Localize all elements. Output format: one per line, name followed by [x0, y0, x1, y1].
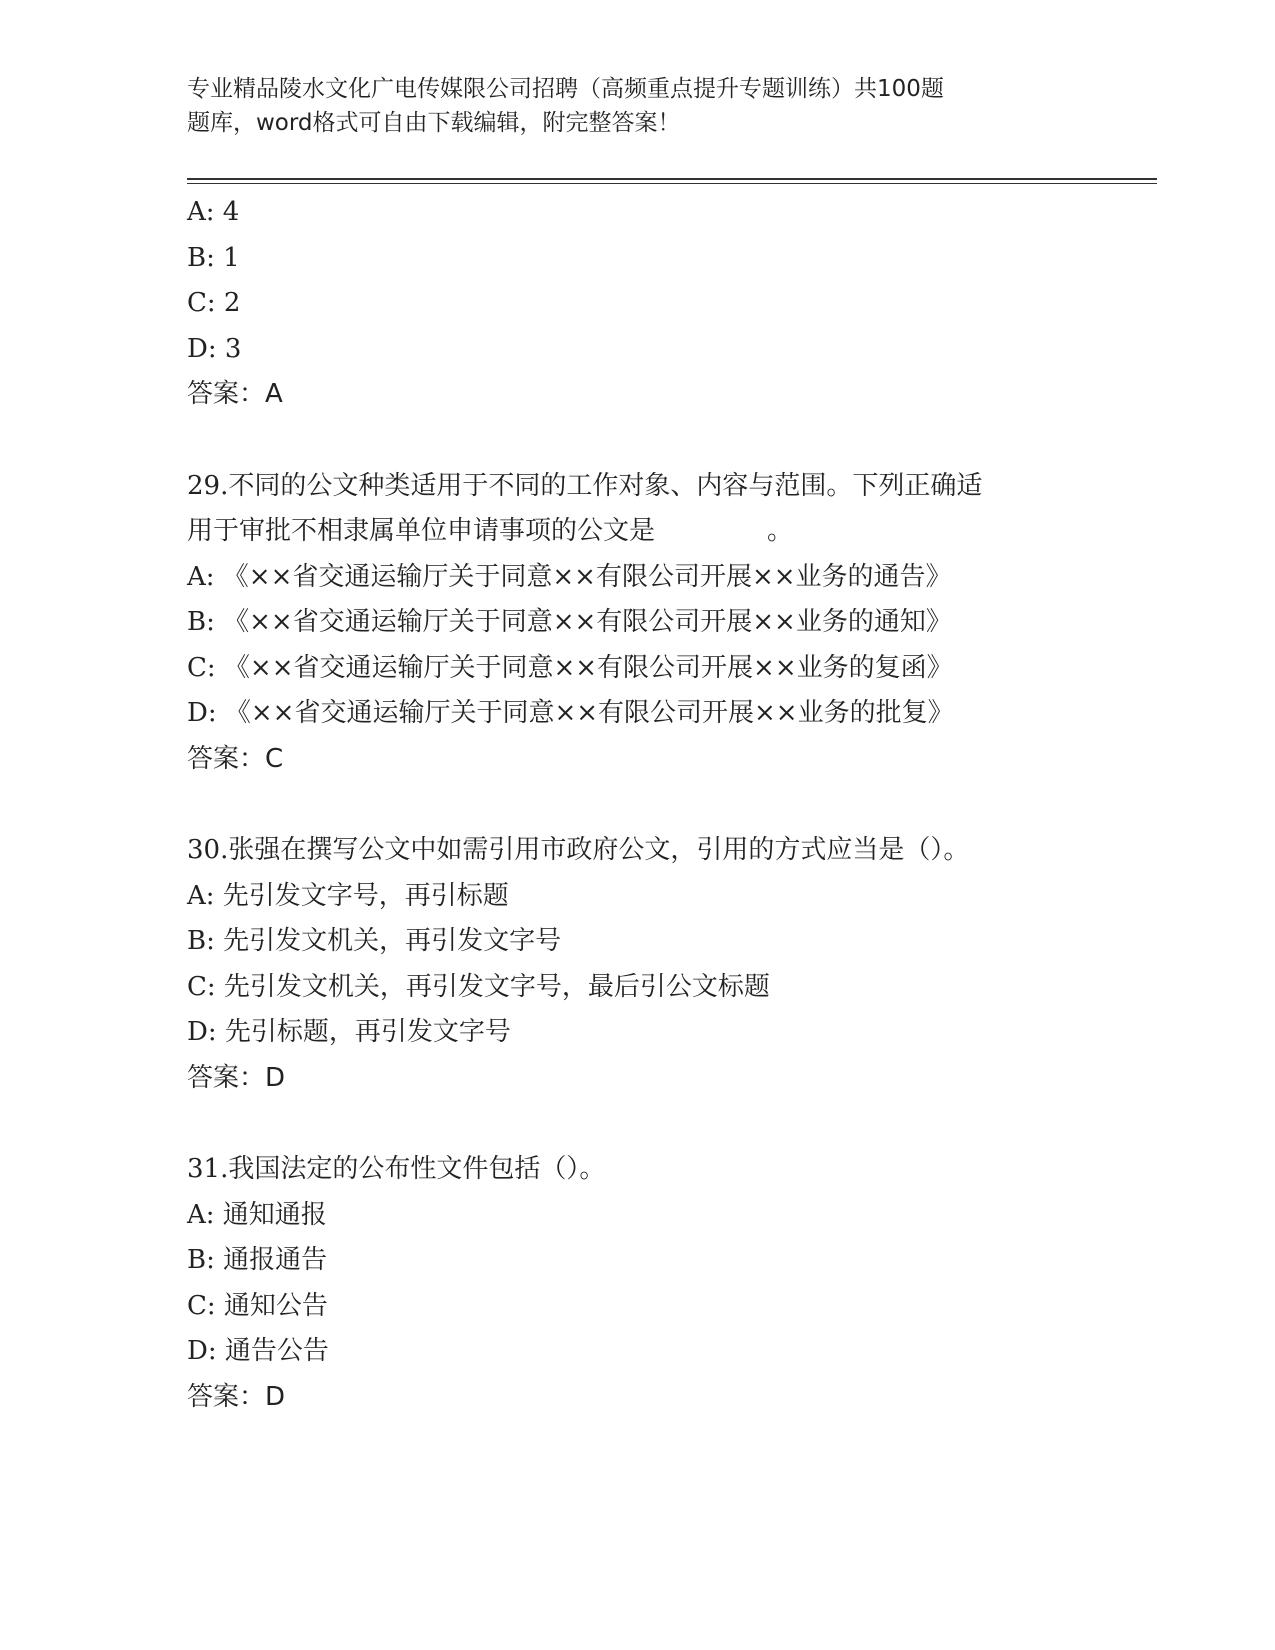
document-header [187, 72, 1047, 140]
header-rule-thin [187, 183, 1157, 184]
option-a: A: 《××省交通运输厅关于同意××有限公司开展××业务的通告》 [187, 561, 952, 592]
option-d: D: 3 [187, 333, 242, 364]
option-a: A: 通知通报 [187, 1199, 327, 1230]
question-stem-line-2 [187, 509, 1087, 555]
option-c: C: 2 [187, 288, 241, 318]
question-29-block [187, 464, 1087, 783]
option-b: B: 通报通告 [187, 1245, 328, 1275]
header-title-line-1: 专业精品陵水文化广电传媒限公司招聘（高频重点提升专题训练）共100题 [187, 76, 944, 102]
answer-line: 答案：D [187, 1381, 286, 1412]
question-stem-text: 用于审批不相隶属单位申请事项的公文是 [187, 516, 656, 546]
question-stem: 30.张强在撰写公文中如需引用市政府公文，引用的方式应当是（）。 [187, 835, 970, 865]
spacer [187, 782, 1087, 828]
option-c: C: 通知公告 [187, 1290, 328, 1321]
spacer [187, 418, 1087, 464]
option-b: B: 《××省交通运输厅关于同意××有限公司开展××业务的通知》 [187, 607, 952, 637]
question-stem-end: 。 [767, 516, 794, 546]
question-stem: 31.我国法定的公布性文件包括（）。 [187, 1154, 606, 1184]
option-d: D: 《××省交通运输厅关于同意××有限公司开展××业务的批复》 [187, 698, 954, 728]
option-b: B: 先引发文机关，再引发文字号 [187, 926, 562, 956]
question-list [187, 190, 1087, 1420]
option-b: B: 1 [187, 242, 240, 273]
option-d: D: 通告公告 [187, 1336, 329, 1366]
spacer [187, 1101, 1087, 1147]
question-stem-line-1: 29.不同的公文种类适用于不同的工作对象、内容与范围。下列正确适 [187, 470, 983, 501]
option-c: C: 先引发文机关，再引发文字号，最后引公文标题 [187, 971, 770, 1002]
option-c: C: 《××省交通运输厅关于同意××有限公司开展××业务的复函》 [187, 652, 953, 683]
header-rule-thick [187, 178, 1157, 180]
option-d: D: 先引标题，再引发文字号 [187, 1017, 511, 1047]
question-28-block [187, 190, 1087, 418]
answer-line: 答案：C [187, 743, 284, 774]
option-a: A: 4 [187, 197, 240, 227]
option-a: A: 先引发文字号，再引标题 [187, 880, 509, 911]
question-30-block [187, 828, 1087, 1101]
answer-line: 答案：D [187, 1062, 286, 1093]
answer-line: 答案：A [187, 379, 283, 409]
question-31-block [187, 1147, 1087, 1420]
header-title-line-2: 题库，word格式可自由下载编辑，附完整答案！ [187, 110, 681, 136]
